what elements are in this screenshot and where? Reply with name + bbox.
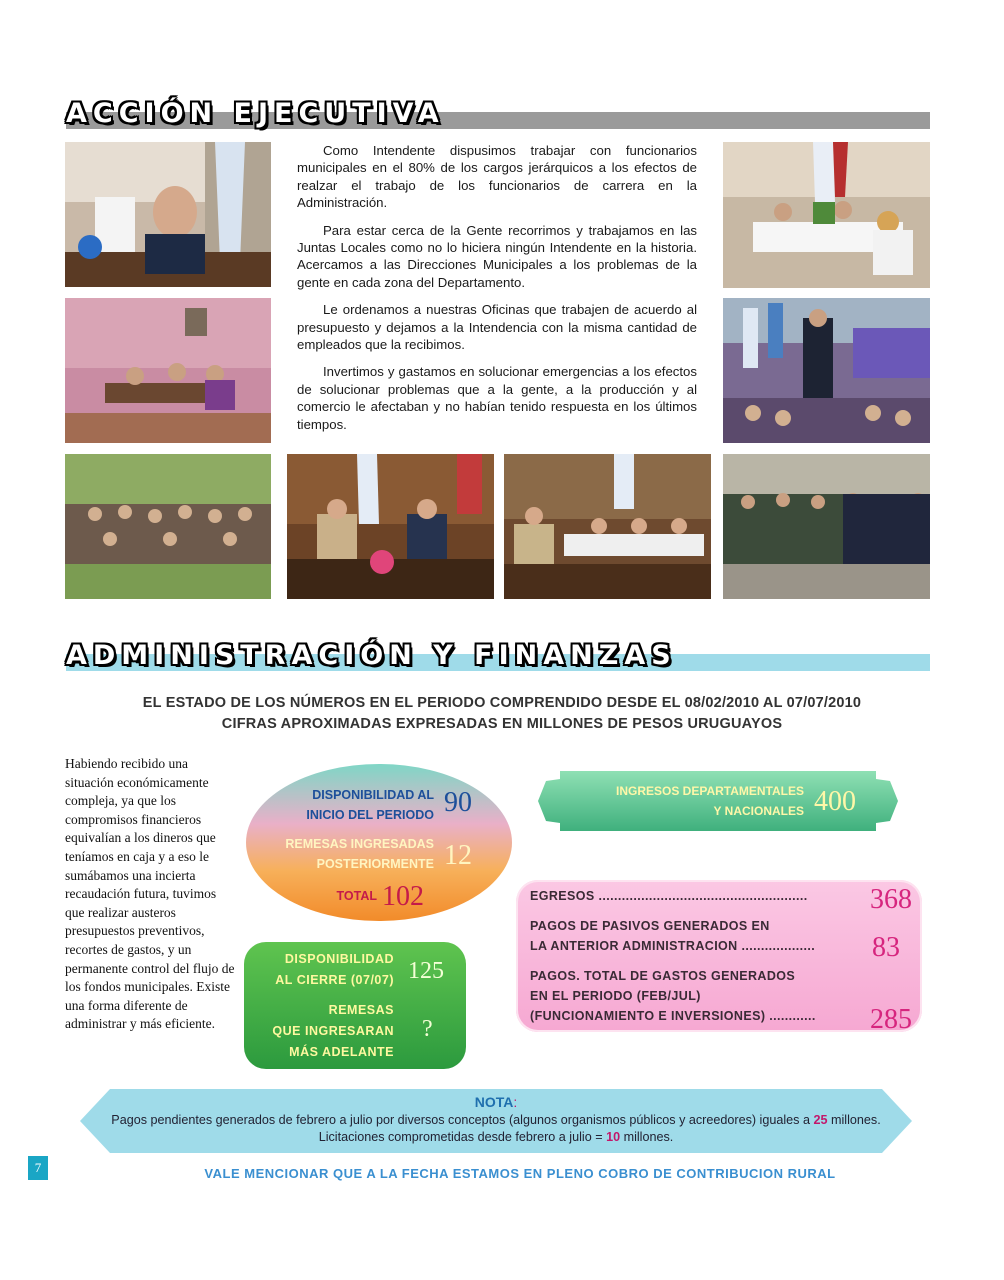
cierre-box	[244, 942, 466, 1069]
footer-contribucion-rural: VALE MENCIONAR QUE A LA FECHA ESTAMOS EN PLENO COBRO DE CONTRIBUCION RURAL	[204, 1166, 836, 1181]
cierre-remesas-value: ?	[422, 1016, 433, 1042]
photo-school-ceremony	[723, 298, 930, 443]
ellipse-total-label: TOTAL	[336, 889, 377, 903]
photo-meeting-room	[65, 298, 271, 443]
pasivos-row-label: PAGOS DE PASIVOS GENERADOS EN LA ANTERIOR ADMINISTRACION ...................	[530, 919, 816, 953]
admin-section-title: ADMINISTRACIÓN Y FINANZAS	[66, 640, 677, 671]
egresos-box	[516, 880, 922, 1035]
nota-line-1: Pagos pendientes generados de febrero a julio por diversos conceptos (algunos organismos públicos y acreedores) iguales a 25 millones.	[111, 1113, 881, 1127]
page-number: 7	[28, 1156, 48, 1180]
cierre-remesas-label: REMESAS QUE INGRESARAN MÁS ADELANTE	[272, 1003, 394, 1059]
photo-intendente-press	[65, 142, 271, 287]
ellipse-total-value: 102	[382, 881, 424, 912]
accion-paragraph-2: Para estar cerca de la Gente recorrimos y trabajamos en las Juntas Locales como no lo hiciera ningún Intendente en la historia. Acercamos a las Direcciones Municipales a los problemas de la gente en cada zona del Departamento.	[297, 222, 697, 290]
ellipse-disp-value: 90	[444, 787, 472, 818]
photo-officials-table	[287, 454, 494, 599]
gastos-row-value: 285	[870, 1004, 912, 1035]
photo-panel-session	[504, 454, 711, 599]
egresos-row-value: 368	[870, 884, 912, 915]
accion-section-title: ACCIÓN EJECUTIVA	[66, 98, 445, 129]
ellipse-remesas-label: REMESAS INGRESADAS POSTERIORMENTE	[285, 837, 434, 871]
ellipse-remesas-value: 12	[444, 840, 472, 871]
finanzas-side-text: Habiendo recibido una situación económicamente compleja, ya que los compromisos financieros equivalían a los dineros que teníamos en caja y a eso le sumábamos una incierta recaudación futura, tuvimos que realizar austeros presupuestos preventivos, recortes de gastos, y un permanente control del flujo de los fondos municipales. Existe una forma diferente de administrar y más eficiente.	[65, 756, 235, 1032]
finanzas-subheading-1: EL ESTADO DE LOS NÚMEROS EN EL PERIODO COMPRENDIDO DESDE EL 08/02/2010 AL 07/07/2010	[142, 695, 862, 711]
photo-group-outdoor	[65, 454, 271, 599]
ellipse-disp-label: DISPONIBILIDAD AL INICIO DEL PERIODO	[306, 788, 434, 822]
accion-paragraph-3: Le ordenamos a nuestras Oficinas que trabajen de acuerdo al presupuesto y dejamos a la Intendencia con la misma cantidad de empleados que la recibimos.	[297, 302, 697, 353]
accion-paragraph-1: Como Intendente dispusimos trabajar con funcionarios municipales en el 80% de los cargos jerárquicos a los efectos de realzar el trabajo de los funcionarios de carrera en la Administración.	[297, 143, 697, 211]
gastos-row-label: PAGOS. TOTAL DE GASTOS GENERADOS EN EL PERIODO (FEB/JUL) (FUNCIONAMIENTO E INVERSIONES) ............	[530, 969, 816, 1023]
pasivos-row-value: 83	[872, 932, 900, 963]
cierre-label: DISPONIBILIDAD AL CIERRE (07/07)	[275, 952, 394, 987]
nota-line-2: Licitaciones comprometidas desde febrero a julio = 10 millones.	[318, 1130, 674, 1144]
ingresos-value: 400	[814, 786, 856, 817]
accion-paragraph-4: Invertimos y gastamos en solucionar emergencias a los efectos de solucionar problemas que a la gente, a la producción y al comercio le afectaban y no habían tenido respuesta en los últimos tiempos.	[297, 364, 697, 432]
ingresos-label: INGRESOS DEPARTAMENTALES Y NACIONALES	[615, 784, 804, 818]
nota-title: NOTA:	[474, 1094, 518, 1110]
accion-body-text	[297, 142, 697, 443]
egresos-row-label: EGRESOS ......................................................	[530, 889, 808, 903]
finanzas-subheading-2: CIFRAS APROXIMADAS EXPRESADAS EN MILLONES DE PESOS URUGUAYOS	[221, 716, 783, 732]
cierre-value: 125	[408, 958, 444, 984]
photo-table-meeting	[723, 142, 930, 288]
photo-military-formation	[723, 454, 930, 599]
